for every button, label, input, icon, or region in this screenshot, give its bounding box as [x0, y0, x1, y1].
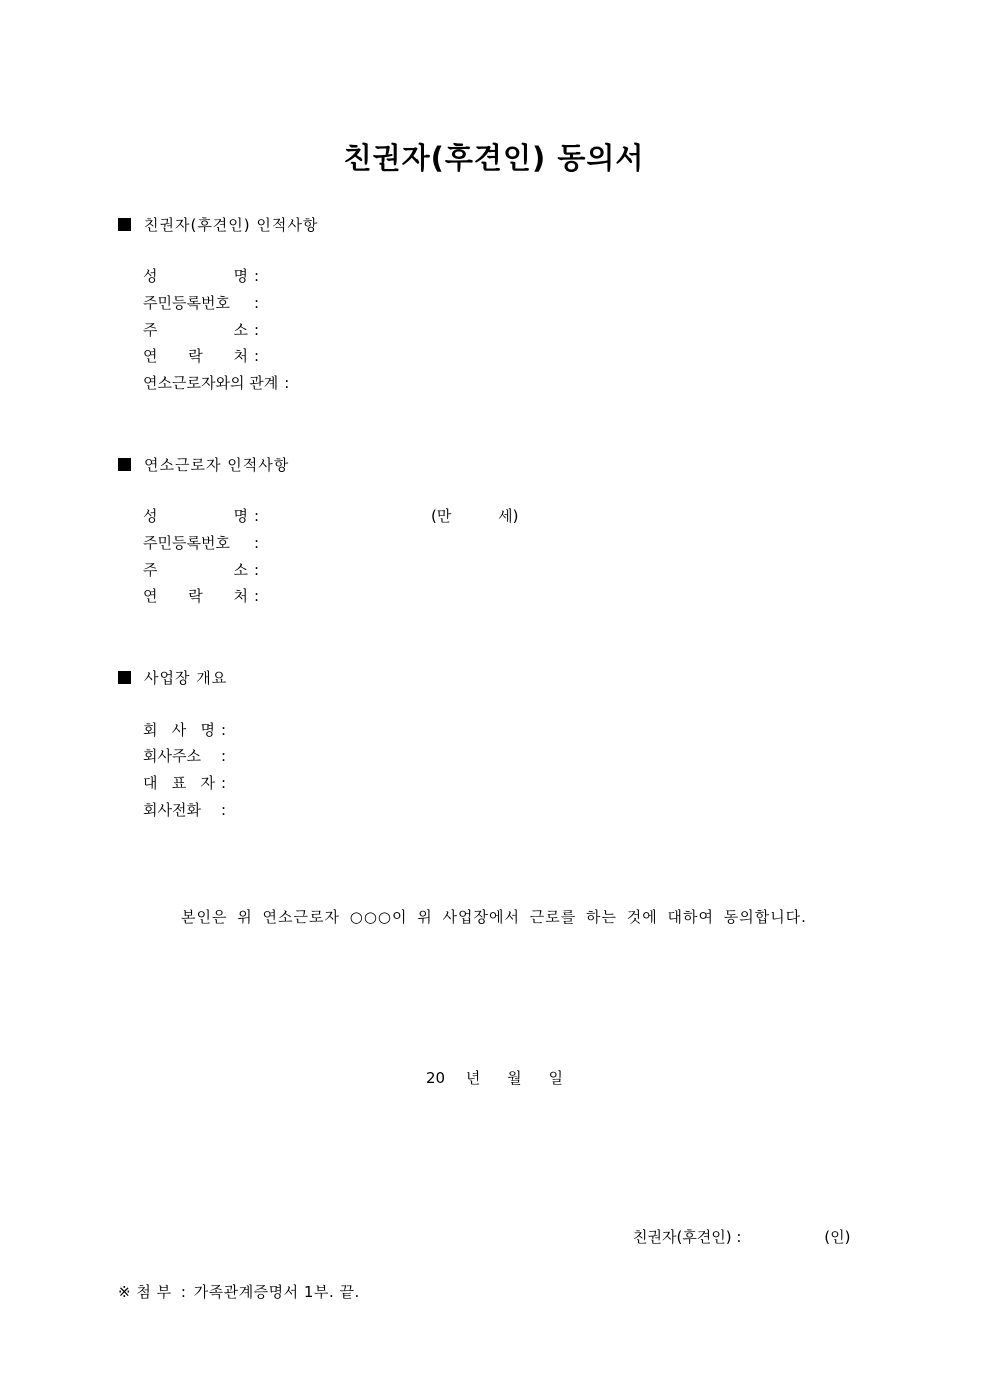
minor-age-text: (만 세): [431, 507, 519, 525]
square-bullet-icon: [118, 671, 131, 684]
company-name-label: 회 사 명: [143, 721, 215, 739]
signature-line: [633, 1226, 850, 1247]
representative-label: 대 표 자: [143, 774, 215, 792]
date-month-label: 월: [507, 1069, 522, 1087]
guardian-relation-field: [143, 373, 289, 393]
colon: :: [180, 1283, 187, 1301]
attachment-mark: ※ 첨 부: [118, 1283, 172, 1301]
minor-resident-no-field: [143, 533, 259, 553]
colon: :: [254, 347, 260, 365]
workplace-section-title: 사업장 개요: [144, 669, 228, 687]
guardian-address-field: [143, 320, 259, 340]
guardian-contact-field: [143, 346, 259, 366]
guardian-address-label: 주 소: [143, 321, 248, 339]
company-name-field: [143, 720, 226, 740]
minor-section-title: 연소근로자 인적사항: [144, 456, 290, 474]
signature-label: 친권자(후견인) :: [633, 1228, 742, 1246]
guardian-section-title: 친권자(후견인) 인적사항: [144, 216, 319, 234]
colon: :: [254, 267, 260, 285]
colon: :: [254, 321, 260, 339]
guardian-section-heading: [118, 214, 318, 235]
company-phone-field: [143, 800, 226, 820]
seal-mark: (인): [824, 1228, 851, 1246]
date-line: [426, 1067, 563, 1088]
minor-section-heading: [118, 454, 289, 475]
document-title: 친권자(후견인) 동의서: [343, 141, 645, 175]
colon: :: [254, 507, 260, 525]
workplace-section-heading: [118, 667, 227, 688]
colon: :: [254, 561, 260, 579]
colon: :: [221, 747, 227, 765]
colon: :: [221, 801, 227, 819]
colon: :: [221, 774, 227, 792]
consent-statement: 본인은 위 연소근로자 ○○○이 위 사업장에서 근로를 하는 것에 대하여 동의합니다.: [181, 908, 807, 926]
date-year-label: 년: [465, 1069, 481, 1087]
minor-contact-label: 연 락 처: [143, 587, 248, 605]
guardian-contact-label: 연 락 처: [143, 347, 248, 365]
colon: :: [254, 587, 260, 605]
minor-resident-no-label: 주민등록번호: [143, 534, 230, 552]
attachment-note: [118, 1281, 360, 1302]
colon: :: [254, 534, 260, 552]
minor-address-field: [143, 560, 259, 580]
attachment-text: 가족관계증명서 1부. 끝.: [193, 1283, 360, 1301]
colon: :: [284, 374, 290, 392]
representative-field: [143, 773, 226, 793]
guardian-name-label: 성 명: [143, 267, 248, 285]
guardian-resident-no-label: 주민등록번호: [143, 294, 230, 312]
minor-name-label: 성 명: [143, 507, 248, 525]
company-address-label: 회사주소: [143, 747, 201, 765]
minor-name-field: [143, 506, 259, 526]
date-year-prefix: 20: [426, 1069, 446, 1087]
date-day-label: 일: [548, 1069, 563, 1087]
colon: :: [221, 721, 227, 739]
company-phone-label: 회사전화: [143, 801, 201, 819]
square-bullet-icon: [118, 458, 131, 471]
minor-contact-field: [143, 586, 259, 606]
minor-address-label: 주 소: [143, 561, 248, 579]
guardian-name-field: [143, 266, 259, 286]
square-bullet-icon: [118, 218, 131, 231]
guardian-resident-no-field: [143, 293, 259, 313]
company-address-field: [143, 746, 226, 766]
colon: :: [254, 294, 260, 312]
guardian-relation-label: 연소근로자와의 관계: [143, 374, 279, 392]
